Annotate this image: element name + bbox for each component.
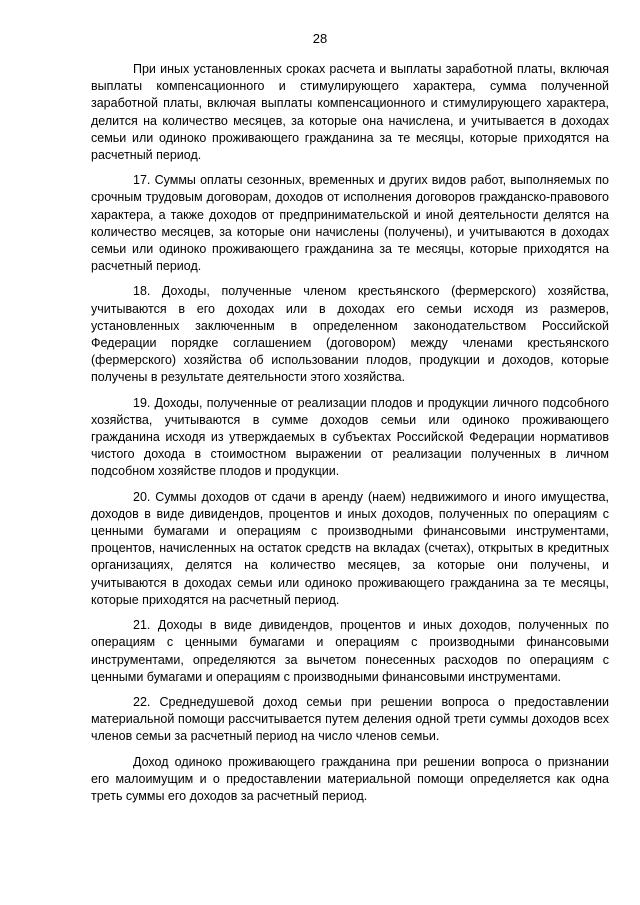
paragraph-17: 17. Суммы оплаты сезонных, временных и других видов работ, выполняемых по срочным трудовым договорам, доходов от исполнения договоров гражданско-правового характера, а также доходов от предпринимательской и иной деятельности делятся на количество месяцев, за которые они начислены (получены), и учитываются в доходах семьи или одиноко проживающего гражданина за те месяцы, которые приходятся на расчетный период. bbox=[91, 173, 609, 274]
paragraph-21: 21. Доходы в виде дивидендов, процентов и иных доходов, полученных по операциям с ценными бумагами и операциям с производными финансовыми инструментами, определяются за вычетом понесенных расходов по операциям с ценными бумагами и операциям с производными финансовыми инструментами. bbox=[91, 618, 609, 684]
paragraph-18: 18. Доходы, полученные членом крестьянского (фермерского) хозяйства, учитываются в его доходах или в доходах его семьи исходя из размеров, установленных заключенным в определенном законодательством Российской Федерации порядке соглашением (договором) между членами крестьянского (фермерского) хозяйства об использовании плодов, продукции и доходов, которые получены в результате деятельности этого хозяйства. bbox=[91, 284, 609, 385]
paragraph-22: 22. Среднедушевой доход семьи при решении вопроса о предоставлении материальной помощи рассчитывается путем деления одной трети суммы доходов всех членов семьи за расчетный период на число членов семьи. bbox=[91, 694, 609, 744]
page-number: 28 bbox=[312, 31, 328, 46]
document-body bbox=[91, 61, 609, 813]
paragraph-single-citizen: Доход одиноко проживающего гражданина при решении вопроса о признании его малоимущим и о предоставлении материальной помощи определяется как одна треть суммы его доходов за расчетный период. bbox=[91, 754, 609, 803]
paragraph-intro: При иных установленных сроках расчета и выплаты заработной платы, включая выплаты компенсационного и стимулирующего характера, сумма полученной заработной платы, включая выплаты компенсационного и стимулирующего характера, делится на количество месяцев, за которые она начислена, и учитывается в доходах семьи или одиноко проживающего гражданина за те месяцы, которые приходятся на расчетный период. bbox=[91, 62, 609, 163]
paragraph-19: 19. Доходы, полученные от реализации плодов и продукции личного подсобного хозяйства, учитываются в сумме доходов семьи или одиноко проживающего гражданина исходя из утверждаемых в субъектах Российской Федерации нормативов чистого дохода в стоимостном выражении от реализации полученных в личном подсобном хозяйстве плодов и продукции. bbox=[91, 395, 609, 479]
paragraph-20: 20. Суммы доходов от сдачи в аренду (наем) недвижимого и иного имущества, доходов в виде дивидендов, процентов и иных доходов, полученных по операциям с ценными бумагами и операциям с производными финансовыми инструментами, процентов, начисленных на остаток средств на вкладах (счетах), открытых в кредитных организациях, делятся на количество месяцев, за которые они получены, и учитываются в доходах семьи или одиноко проживающего гражданина за те месяцы, которые приходятся на расчетный период. bbox=[91, 489, 609, 607]
